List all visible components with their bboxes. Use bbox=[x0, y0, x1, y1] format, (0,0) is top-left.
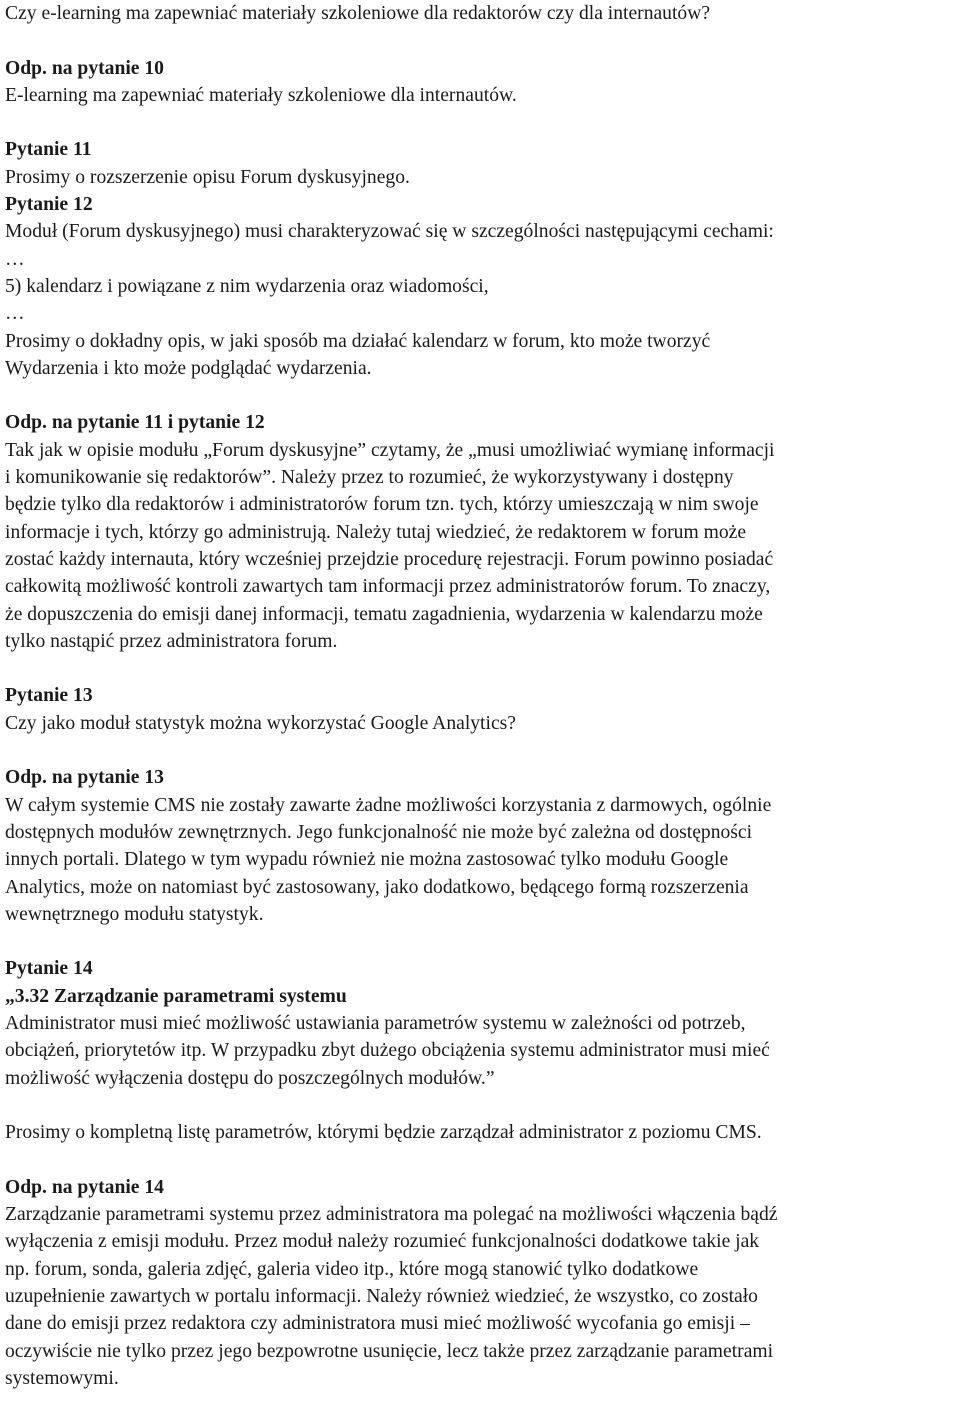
answer-13-text: Analytics, może on natomiast być zastosowany, jako dodatkowo, będącego formą rozszerzenia bbox=[5, 876, 749, 898]
question-12-text: Moduł (Forum dyskusyjnego) musi charakteryzować się w szczególności następującymi cechami: bbox=[5, 221, 774, 243]
answer-11-12-text: będzie tylko dla redaktorów i administratorów forum tzn. tych, którzy umieszczają w nim swoje bbox=[5, 494, 759, 516]
question-14-quoted-section-title: „3.32 Zarządzanie parametrami systemu bbox=[5, 985, 347, 1007]
answer-11-12-text: że dopuszczenia do emisji danej informacji, tematu zagadnienia, wydarzenia w kalendarzu może bbox=[5, 603, 763, 625]
question-12-heading: Pytanie 12 bbox=[5, 194, 93, 216]
question-11-heading: Pytanie 11 bbox=[5, 139, 92, 161]
question-13-heading: Pytanie 13 bbox=[5, 685, 93, 707]
answer-11-12-text: tylko nastąpić przez administratora forum. bbox=[5, 630, 338, 652]
answer-14-text: oczywiście nie tylko przez jego bezpowrotne usunięcie, lecz także przez zarządzanie parametrami bbox=[5, 1340, 774, 1362]
answer-14-text: wyłączenia z emisji modułu. Przez moduł należy rozumieć funkcjonalności dodatkowe takie jak bbox=[5, 1231, 760, 1253]
question-14-text: możliwość wyłączenia dostępu do poszczególnych modułów.” bbox=[5, 1067, 495, 1089]
document-page bbox=[5, 0, 957, 1392]
spacer bbox=[5, 1146, 957, 1173]
answer-13-heading: Odp. na pytanie 13 bbox=[5, 767, 164, 789]
question-12-text: Wydarzenia i kto może podglądać wydarzenia. bbox=[5, 357, 372, 379]
question-12-text: Prosimy o dokładny opis, w jaki sposób ma działać kalendarz w forum, kto może tworzyć bbox=[5, 330, 711, 352]
answer-11-12-text: zostać każdy internauta, który wcześniej przejdzie procedurę rejestracji. Forum powinno posiadać bbox=[5, 548, 774, 570]
answer-14-text: dane do emisji przez redaktora czy administratora musi mieć możliwość wycofania go emisji – bbox=[5, 1313, 750, 1335]
question-14-request: Prosimy o kompletną listę parametrów, którymi będzie zarządzał administrator z poziomu CMS. bbox=[5, 1122, 762, 1144]
question-11-text: Prosimy o rozszerzenie opisu Forum dyskusyjnego. bbox=[5, 166, 410, 188]
answer-10-heading: Odp. na pytanie 10 bbox=[5, 57, 164, 79]
answer-11-12-text: i komunikowanie się redaktorów”. Należy przez to rozumieć, że wykorzystywany i dostępny bbox=[5, 467, 734, 489]
answer-13-text: wewnętrznego modułu statystyk. bbox=[5, 903, 264, 925]
question-12-text: 5) kalendarz i powiązane z nim wydarzenia oraz wiadomości, bbox=[5, 275, 489, 297]
answer-13-text: W całym systemie CMS nie zostały zawarte żadne możliwości korzystania z darmowych, ogólnie bbox=[5, 794, 772, 816]
answer-14-heading: Odp. na pytanie 14 bbox=[5, 1176, 164, 1198]
spacer bbox=[5, 928, 957, 955]
question-13-text: Czy jako moduł statystyk można wykorzystać Google Analytics? bbox=[5, 712, 516, 734]
answer-14-text: uzupełnienie zawartych w portalu informacji. Należy również wiedzieć, że wszystko, co zostało bbox=[5, 1285, 758, 1307]
spacer bbox=[5, 382, 957, 409]
question-14-heading: Pytanie 14 bbox=[5, 958, 93, 980]
intro-question: Czy e-learning ma zapewniać materiały szkoleniowe dla redaktorów czy dla internautów? bbox=[5, 3, 711, 24]
question-14-text: Administrator musi mieć możliwość ustawiania parametrów systemu w zależności od potrzeb, bbox=[5, 1012, 746, 1034]
answer-13-text: dostępnych modułów zewnętrznych. Jego funkcjonalność nie może być zależna od dostępności bbox=[5, 821, 753, 843]
answer-14-text: Zarządzanie parametrami systemu przez administratora ma polegać na możliwości włączenia bądź bbox=[5, 1204, 778, 1226]
answer-13-text: innych portali. Dlatego w tym wypadu również nie można zastosować tylko modułu Google bbox=[5, 849, 729, 871]
answer-11-12-text: całkowitą możliwość kontroli zawartych tam informacji przez administratorów forum. To znaczy, bbox=[5, 576, 771, 598]
spacer bbox=[5, 1092, 957, 1119]
answer-11-12-text: informacje i tych, którzy go administrują. Należy tutaj wiedzieć, że redaktorem w forum może bbox=[5, 521, 747, 543]
ellipsis: … bbox=[5, 303, 27, 325]
spacer bbox=[5, 655, 957, 682]
answer-11-12-text: Tak jak w opisie modułu „Forum dyskusyjne” czytamy, że „musi umożliwiać wymianę informacji bbox=[5, 439, 775, 461]
answer-11-12-heading: Odp. na pytanie 11 i pytanie 12 bbox=[5, 412, 265, 434]
spacer bbox=[5, 27, 957, 54]
question-14-text: obciążeń, priorytetów itp. W przypadku zbyt dużego obciążenia systemu administrator musi mieć bbox=[5, 1040, 770, 1062]
spacer bbox=[5, 737, 957, 764]
answer-14-text: systemowymi. bbox=[5, 1367, 119, 1389]
answer-10-text: E-learning ma zapewniać materiały szkoleniowe dla internautów. bbox=[5, 84, 517, 106]
spacer bbox=[5, 109, 957, 136]
ellipsis: … bbox=[5, 248, 27, 270]
answer-14-text: np. forum, sonda, galeria zdjęć, galeria video itp., które mogą stanowić tylko dodatkowe bbox=[5, 1258, 699, 1280]
